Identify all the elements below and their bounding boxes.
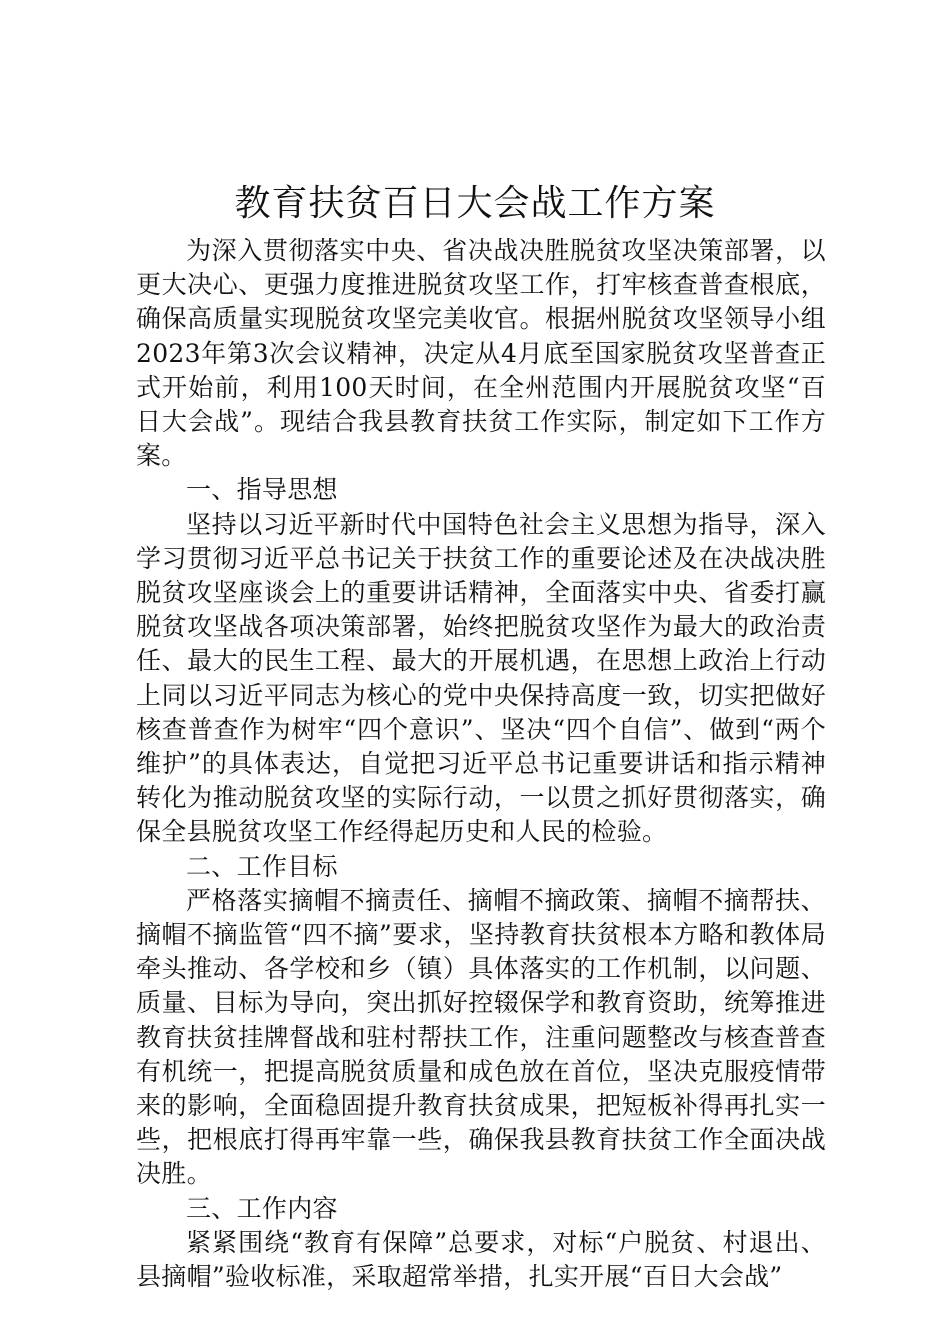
document-body [136,234,826,1294]
section-paragraph-work-goals: 严格落实摘帽不摘责任、摘帽不摘政策、摘帽不摘帮扶、摘帽不摘监管“四不摘”要求，坚持教育扶贫根本方略和教体局牵头推动、各学校和乡（镇）具体落实的工作机制，以问题、质量、目标为导向，突出抓好控辍保学和教育资助，统筹推进教育扶贫挂牌督战和驻村帮扶工作，注重问题整改与核查普查有机统一，把提高脱贫质量和成色放在首位，坚决克服疫情带来的影响，全面稳固提升教育扶贫成果，把短板补得再扎实一些，把根底打得再牢靠一些，确保我县教育扶贫工作全面决战决胜。 [136,885,826,1189]
section-heading-work-content: 三、工作内容 [186,1193,338,1223]
section-heading-guiding-ideology: 一、指导思想 [186,475,338,505]
document-title: 教育扶贫百日大会战工作方案 [234,183,716,224]
section-paragraph-work-content: 紧紧围绕“教育有保障”总要求，对标“户脱贫、村退出、县摘帽”验收标准，采取超常举措，扎实开展“百日大会战” [136,1227,826,1292]
section-paragraph-guiding-ideology: 坚持以习近平新时代中国特色社会主义思想为指导，深入学习贯彻习近平总书记关于扶贫工作的重要论述及在决战决胜脱贫攻坚座谈会上的重要讲话精神，全面落实中央、省委打赢脱贫攻坚战各项决策部署，始终把脱贫攻坚作为最大的政治责任、最大的民生工程、最大的开展机遇，在思想上政治上行动上同以习近平同志为核心的党中央保持高度一致，切实把做好核查普查作为树牢“四个意识”、坚决“四个自信”、做到“两个维护”的具体表达，自觉把习近平总书记重要讲话和指示精神转化为推动脱贫攻坚的实际行动，一以贯之抓好贯彻落实，确保全县脱贫攻坚工作经得起历史和人民的检验。 [136,509,826,847]
section-heading-work-goals: 二、工作目标 [186,851,338,881]
intro-paragraph: 为深入贯彻落实中央、省决战决胜脱贫攻坚决策部署，以更大决心、更强力度推进脱贫攻坚工作，打牢核查普查根底，确保高质量实现脱贫攻坚完美收官。根据州脱贫攻坚领导小组2023年第3次会议精神，决定从4月底至国家脱贫攻坚普查正式开始前，利用100天时间，在全州范围内开展脱贫攻坚“百日大会战”。现结合我县教育扶贫工作实际，制定如下工作方案。 [136,236,826,471]
